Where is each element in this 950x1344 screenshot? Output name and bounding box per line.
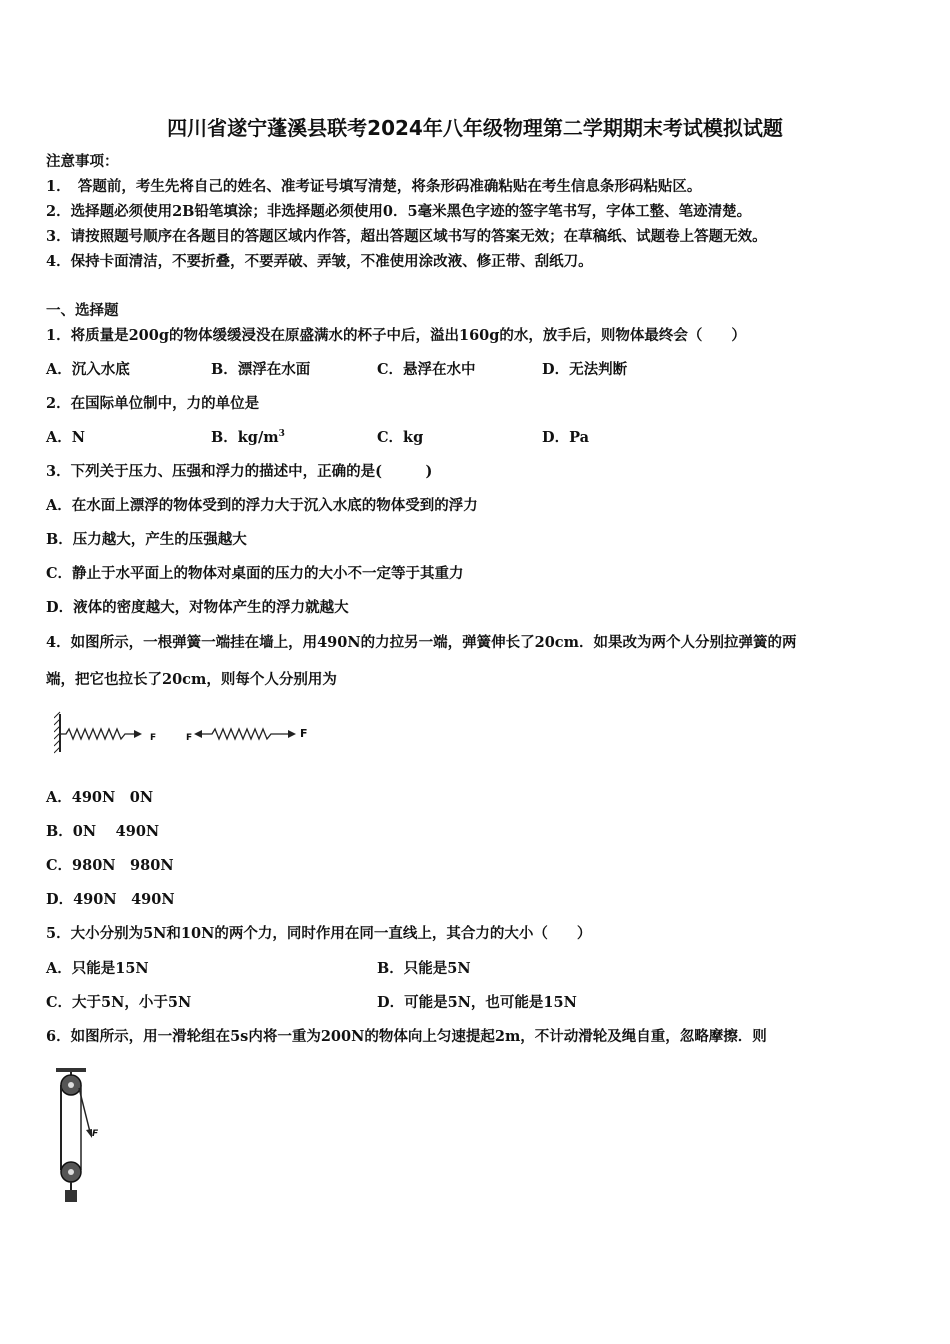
q2-option-b-exponent: 3 <box>278 429 285 440</box>
q2-option-c: C．kg <box>377 429 424 446</box>
q1-option-d: D．无法判断 <box>542 361 628 378</box>
q4-figure-label-f3: F <box>300 727 308 740</box>
q5-stem: 5．大小分别为5N和10N的两个力，同时作用在同一直线上，其合力的大小（ ） <box>46 925 592 942</box>
q2-option-b <box>211 428 285 448</box>
q4-stem-line2: 端，把它也拉长了20cm，则每个人分别用为 <box>46 671 337 688</box>
q5-option-b: B．只能是5N <box>377 960 471 977</box>
section-heading: 一、选择题 <box>46 302 119 319</box>
page-title: 四川省遂宁蓬溪县联考2024年八年级物理第二学期期末考试模拟试题 <box>167 116 783 140</box>
q1-option-a: A．沉入水底 <box>46 361 130 378</box>
notice-item-4: 4．保持卡面清洁，不要折叠，不要弄破、弄皱，不准使用涂改液、修正带、刮纸刀。 <box>46 253 593 270</box>
notice-item-2: 2．选择题必须使用2B铅笔填涂；非选择题必须使用0．5毫米黑色字迹的签字笔书写，字体工整、笔迹清楚。 <box>46 203 752 220</box>
q1-stem: 1．将质量是200g的物体缓缓浸没在原盛满水的杯子中后，溢出160g的水，放手后，则物体最终会（ ） <box>46 327 746 344</box>
notice-heading: 注意事项： <box>46 153 119 170</box>
q2-option-a: A．N <box>46 429 86 446</box>
q2-option-d: D．Pa <box>542 429 589 446</box>
q3-option-d: D．液体的密度越大，对物体产生的浮力就越大 <box>46 599 349 616</box>
notice-item-1: 1． 答题前，考生先将自己的姓名、准考证号填写清楚，将条形码准确粘贴在考生信息条形码粘贴区。 <box>46 178 702 195</box>
q4-stem-line1: 4．如图所示，一根弹簧一端挂在墙上，用490N的力拉另一端，弹簧伸长了20cm．如果改为两个人分别拉弹簧的两 <box>46 634 797 651</box>
q4-figure-label-f1: F <box>150 733 157 743</box>
q3-option-b: B．压力越大，产生的压强越大 <box>46 531 247 548</box>
q1-option-c: C．悬浮在水中 <box>377 361 476 378</box>
q1-option-b: B．漂浮在水面 <box>211 361 311 378</box>
q2-option-b-text: B．kg/m <box>211 429 279 446</box>
q4-option-a: A．490N 0N <box>46 789 154 806</box>
q3-option-a: A．在水面上漂浮的物体受到的浮力大于沉入水底的物体受到的浮力 <box>46 497 478 514</box>
q2-stem: 2．在国际单位制中，力的单位是 <box>46 395 260 412</box>
q4-option-d: D．490N 490N <box>46 891 175 908</box>
notice-item-3: 3．请按照题号顺序在各题目的答题区域内作答，超出答题区域书写的答案无效；在草稿纸、试题卷上答题无效。 <box>46 228 767 245</box>
q4-figure-label-f2: F <box>186 733 193 743</box>
q6-stem: 6．如图所示，用一滑轮组在5s内将一重为200N的物体向上匀速提起2m，不计动滑轮及绳自重，忽略摩擦．则 <box>46 1028 767 1045</box>
q3-option-c: C．静止于水平面上的物体对桌面的压力的大小不一定等于其重力 <box>46 565 464 582</box>
q5-option-d: D．可能是5N，也可能是15N <box>377 994 577 1011</box>
q4-option-c: C．980N 980N <box>46 857 174 874</box>
q5-option-a: A．只能是15N <box>46 960 149 977</box>
q5-option-c: C．大于5N，小于5N <box>46 994 192 1011</box>
q4-option-b: B．0N 490N <box>46 823 160 840</box>
q6-figure-label-f: F <box>92 1129 99 1139</box>
q3-stem: 3．下列关于压力、压强和浮力的描述中，正确的是( ) <box>46 463 433 480</box>
